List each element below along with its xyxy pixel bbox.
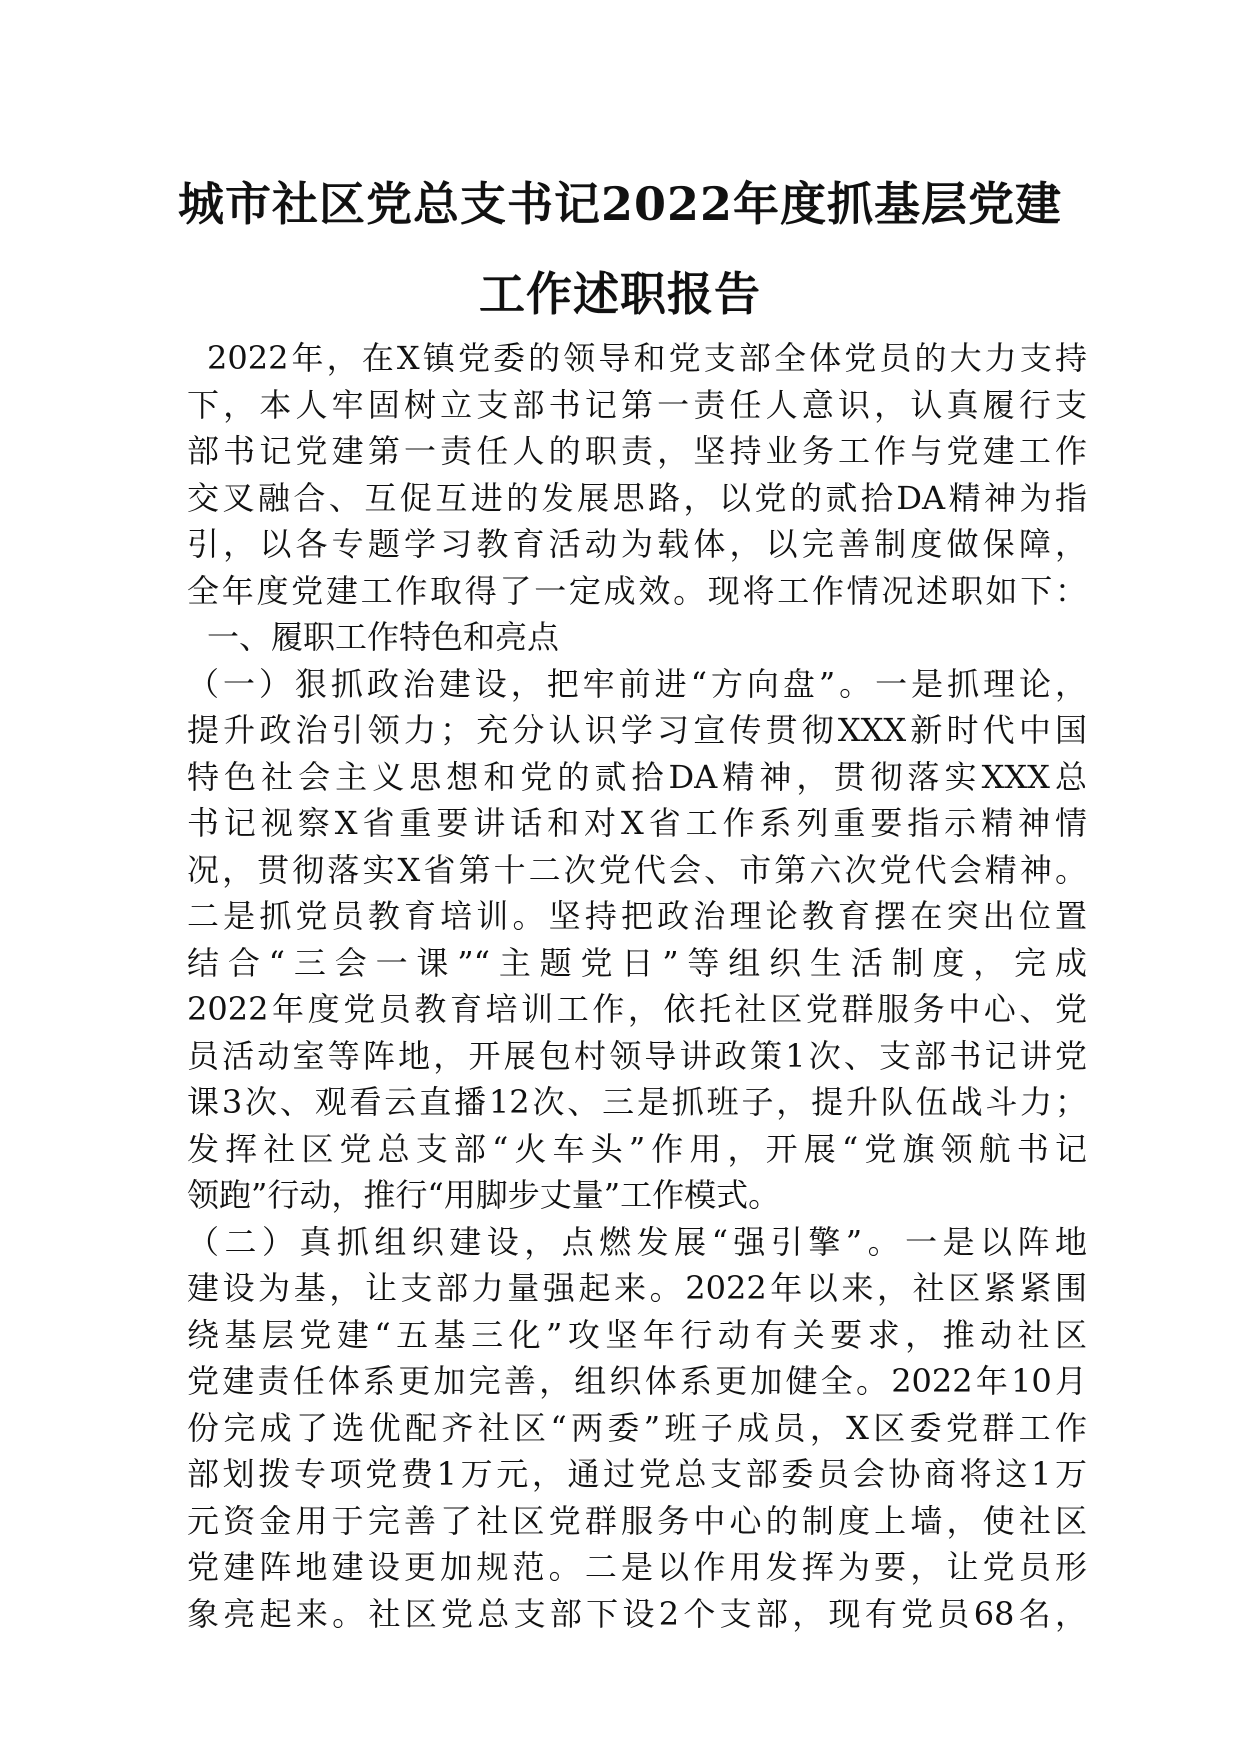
paragraph-intro-line: 2022年，在X镇党委的领导和党支部全体党员的大力支持	[207, 339, 1087, 377]
paragraph-intro-line: 交叉融合、互促互进的发展思路，以党的贰拾DA精神为指	[187, 478, 1087, 517]
paragraph-organization-line: 绕基层党建“五基三化”攻坚年行动有关要求，推动社区	[187, 1315, 1087, 1354]
paragraph-political-line: 特色社会主义思想和党的贰拾DA精神，贯彻落实XXX总	[187, 757, 1087, 796]
section-heading: 一、履职工作特色和亮点	[207, 618, 560, 656]
document-body	[187, 335, 1087, 1637]
paragraph-political-line: 结合“三会一课”“主题党日”等组织生活制度，完成	[187, 943, 1087, 982]
paragraph-political-line: 发挥社区党总支部“火车头”作用，开展“党旗领航书记	[187, 1129, 1087, 1168]
paragraph-political-line: 提升政治引领力；充分认识学习宣传贯彻XXX新时代中国	[187, 711, 1087, 749]
paragraph-political-line: 书记视察X省重要讲话和对X省工作系列重要指示精神情	[187, 804, 1087, 842]
paragraph-organization-line: 份完成了选优配齐社区“两委”班子成员，X区委党群工作	[187, 1408, 1087, 1447]
paragraph-organization-line: 党建责任体系更加完善，组织体系更加健全。2022年10月	[187, 1362, 1087, 1400]
paragraph-political-line: 员活动室等阵地，开展包村领导讲政策1次、支部书记讲党	[187, 1036, 1087, 1075]
paragraph-organization-line: 建设为基，让支部力量强起来。2022年以来，社区紧紧围	[187, 1269, 1087, 1307]
paragraph-intro-line: 引，以各专题学习教育活动为载体，以完善制度做保障，	[187, 525, 1087, 563]
paragraph-political-line: 2022年度党员教育培训工作，依托社区党群服务中心、党	[187, 990, 1087, 1028]
document-title-line-1: 城市社区党总支书记2022年度抓基层党建	[177, 177, 1063, 231]
paragraph-intro-line: 下，本人牢固树立支部书记第一责任人意识，认真履行支	[187, 385, 1087, 424]
paragraph-intro-line: 部书记党建第一责任人的职责，坚持业务工作与党建工作	[187, 432, 1087, 470]
paragraph-organization-line: 元资金用于完善了社区党群服务中心的制度上墙，使社区	[187, 1501, 1087, 1540]
paragraph-political-line: 二是抓党员教育培训。坚持把政治理论教育摆在突出位置	[187, 897, 1087, 935]
paragraph-organization-line: 党建阵地建设更加规范。二是以作用发挥为要，让党员形	[187, 1548, 1087, 1586]
paragraph-intro-line: 全年度党建工作取得了一定成效。现将工作情况述职如下：	[187, 571, 1087, 610]
document-title-line-2: 工作述职报告	[479, 267, 761, 321]
paragraph-political-line: 领跑”行动，推行“用脚步丈量”工作模式。	[187, 1176, 781, 1214]
paragraph-political-line: 课3次、观看云直播12次、三是抓班子，提升队伍战斗力；	[187, 1083, 1087, 1121]
paragraph-political-line: （一）狠抓政治建设，把牢前进“方向盘”。一是抓理论，	[187, 664, 1087, 703]
paragraph-organization-line: 部划拨专项党费1万元，通过党总支部委员会协商将这1万	[187, 1455, 1087, 1493]
paragraph-organization-line: （二）真抓组织建设，点燃发展“强引擎”。一是以阵地	[187, 1222, 1087, 1261]
paragraph-organization-line: 象亮起来。社区党总支部下设2个支部，现有党员68名，	[187, 1594, 1087, 1633]
paragraph-political-line: 况，贯彻落实X省第十二次党代会、市第六次党代会精神。	[187, 850, 1087, 889]
